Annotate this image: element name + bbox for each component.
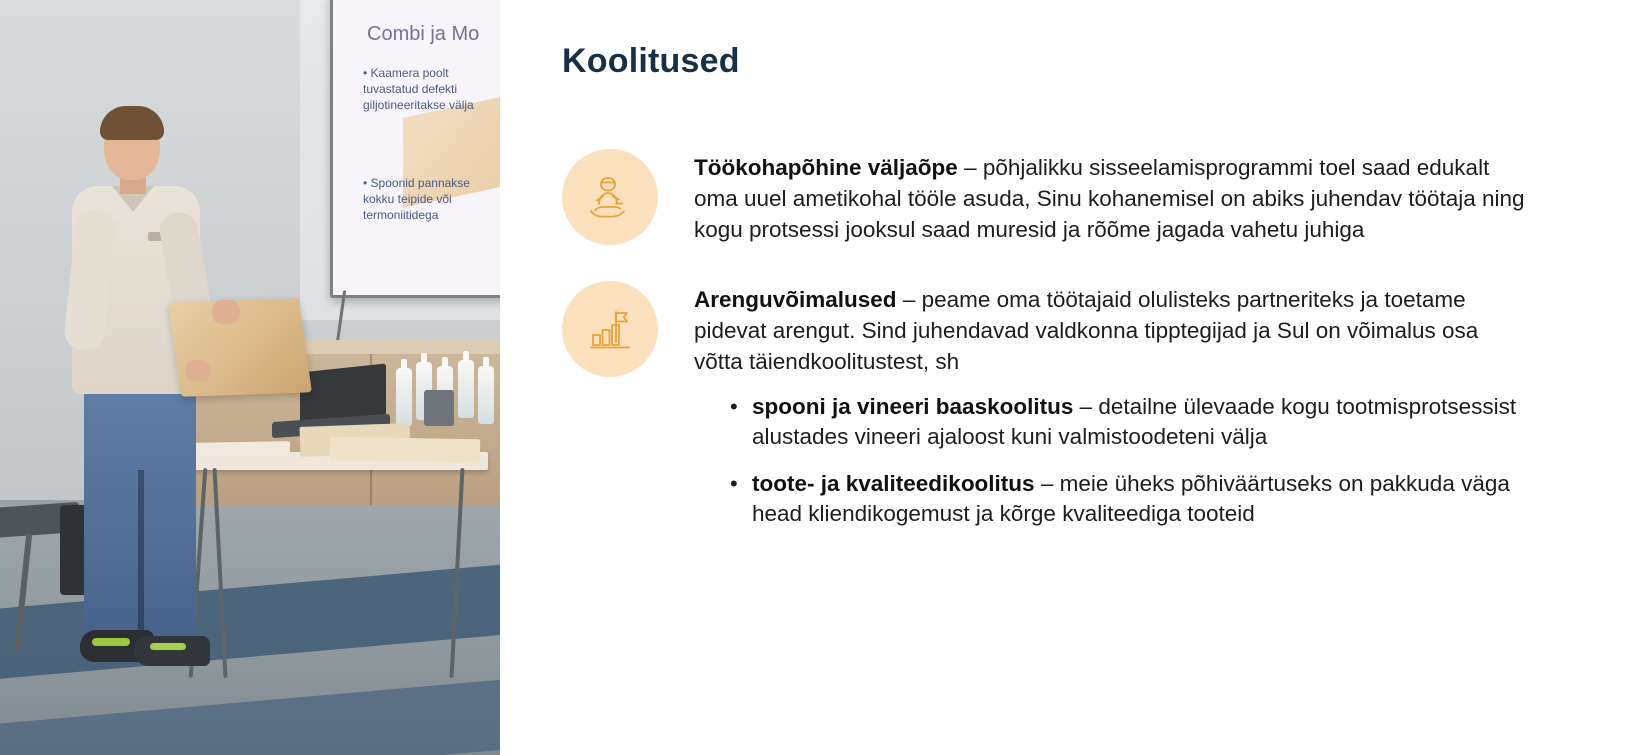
sub-list-item [752, 392, 1530, 453]
list-item-dash: – [902, 287, 916, 313]
growth-chart-flag-icon [562, 281, 658, 377]
sub-list-item [752, 469, 1530, 530]
sub-list-item-body: meie üheks põhiväärtuseks on pakkuda väga head kliendikogemust ja kõrge kvaliteediga tooteid [752, 470, 1510, 526]
page-title: Koolitused [562, 42, 740, 80]
photo-person-hand [212, 300, 240, 324]
sub-list-item-dash: – [1040, 470, 1054, 496]
presenter-photo [0, 0, 500, 755]
photo-paper-stack [330, 437, 480, 464]
photo-veneer-sheet [168, 298, 312, 397]
sub-list-item-body: detailne ülevaade kogu tootmisprotsessist alustades vineeri ajaloost kuni valmistoodeteni välja [752, 393, 1517, 450]
sub-list-item-lead: spooni ja vineeri baaskoolitus [752, 393, 1074, 419]
projection-bullet-1: • Kaamera poolt tuvastatud defekti giljotineeritakse välja [363, 65, 493, 114]
photo-paper-stack [190, 441, 290, 457]
list-item-body: põhjalikku sisseelamisprogrammi toel saad edukalt oma uuel ametikohal tööle asuda, Sinu kohanemisel on abiks juhendav töötaja ning kogu protsessi jooksul saad muresid ja rõõme jagada vahetu juhiga [694, 155, 1525, 242]
photo-person-jeans-seam [138, 470, 144, 644]
list-item-lead: Arenguvõimalused [694, 287, 897, 313]
projection-bullet-2: • Spoonid pannakse kokku teipide või termoniitidega [363, 175, 493, 224]
photo-person-hand [185, 360, 211, 382]
list-item [562, 279, 1530, 529]
list-item-body: peame oma töötajaid olulisteks partneriteks ja toetame pidevat arengut. Sind juhendavad valdkonna tipptegijad ja Sul on võimalus osa võtta täiendkoolitustest, sh [694, 287, 1479, 375]
projection-title: Combi ja Mo [367, 23, 480, 45]
list-item-text [694, 279, 1530, 529]
list-item-lead: Töökohapõhine väljaõpe [694, 155, 958, 180]
photo-bottle [458, 360, 474, 418]
photo-bottle [396, 368, 412, 426]
photo-person-hair [100, 106, 164, 140]
photo-pen-holder [424, 390, 454, 426]
sub-list [694, 392, 1530, 530]
slide-content [500, 0, 1640, 755]
list-item-dash: – [964, 155, 977, 180]
sub-list-item-lead: toote- ja kvaliteedikoolitus [752, 470, 1035, 496]
list-item [562, 147, 1530, 245]
list-item-text [694, 147, 1530, 245]
projection-screen [330, 0, 500, 298]
photo-person-shoe [134, 636, 210, 666]
sub-list-item-dash: – [1079, 393, 1093, 419]
onboarding-person-icon [562, 149, 658, 245]
photo-bottle [478, 366, 494, 424]
